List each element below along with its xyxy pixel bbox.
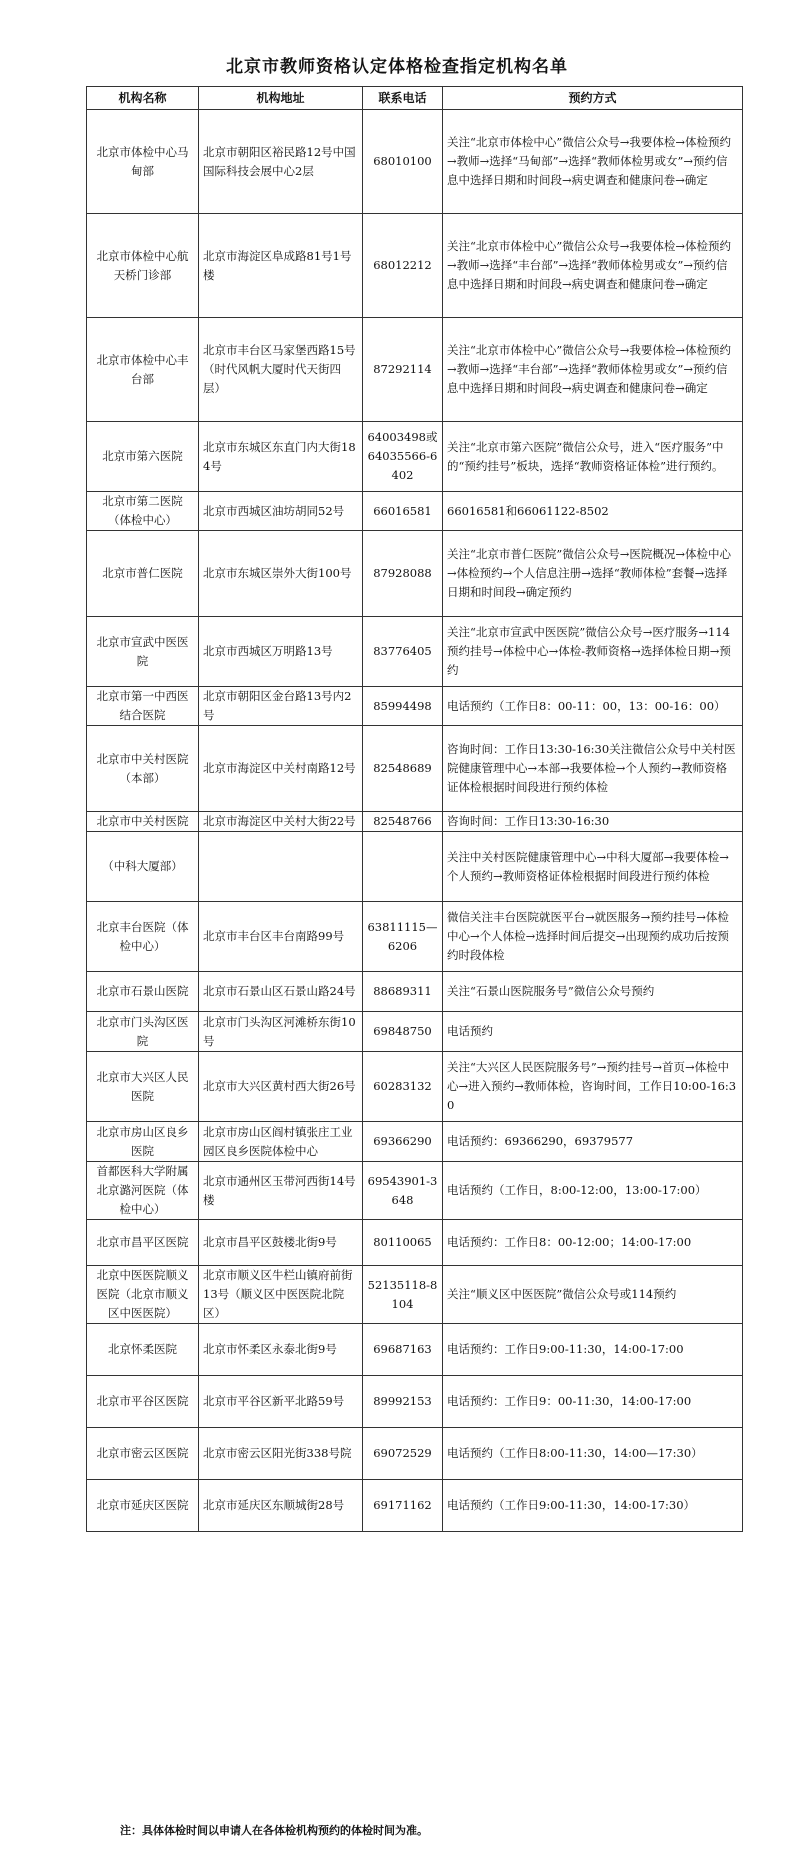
cell-phone: 88689311	[363, 972, 443, 1012]
cell-address: 北京市昌平区鼓楼北街9号	[199, 1220, 363, 1266]
table-row	[87, 531, 743, 617]
cell-name: 北京市普仁医院	[87, 531, 199, 617]
cell-name: 北京中医医院顺义医院（北京市顺义区中医医院）	[87, 1266, 199, 1324]
cell-phone: 80110065	[363, 1220, 443, 1266]
cell-name: 北京市房山区良乡医院	[87, 1122, 199, 1162]
cell-address: 北京市门头沟区河滩桥东街10号	[199, 1012, 363, 1052]
cell-name: 北京怀柔医院	[87, 1324, 199, 1376]
table-row	[87, 1052, 743, 1122]
cell-address: 北京市通州区玉带河西街14号楼	[199, 1162, 363, 1220]
cell-phone: 82548689	[363, 726, 443, 812]
cell-phone: 64003498或64035566-6402	[363, 422, 443, 492]
table-row	[87, 726, 743, 812]
cell-phone: 82548766	[363, 812, 443, 832]
cell-method: 电话预约：工作日8：00-12:00；14:00-17:00	[443, 1220, 743, 1266]
cell-name: 北京市大兴区人民医院	[87, 1052, 199, 1122]
table-header-row	[87, 87, 743, 110]
cell-phone: 69687163	[363, 1324, 443, 1376]
cell-name: 北京市第一中西医结合医院	[87, 687, 199, 726]
cell-phone: 85994498	[363, 687, 443, 726]
cell-phone: 60283132	[363, 1052, 443, 1122]
cell-name: 北京市中关村医院（本部）	[87, 726, 199, 812]
cell-address: 北京市石景山区石景山路24号	[199, 972, 363, 1012]
cell-method: 咨询时间：工作日13:30-16:30	[443, 812, 743, 832]
cell-address: 北京市丰台区丰台南路99号	[199, 902, 363, 972]
table-row	[87, 1220, 743, 1266]
cell-address: 北京市朝阳区金台路13号内2号	[199, 687, 363, 726]
cell-method: 微信关注丰台医院就医平台→就医服务→预约挂号→体检中心→个人体检→选择时间后提交→出现预约成功后按预约时段体检	[443, 902, 743, 972]
cell-method: 电话预约（工作日9:00-11:30，14:00-17:30）	[443, 1480, 743, 1532]
cell-name: 北京市体检中心马甸部	[87, 110, 199, 214]
cell-address	[199, 832, 363, 902]
cell-method: 电话预约：69366290，69379577	[443, 1122, 743, 1162]
cell-method: 关注“北京市普仁医院”微信公众号→医院概况→体检中心→体检预约→个人信息注册→选择“教师体检”套餐→选择日期和时间段→确定预约	[443, 531, 743, 617]
cell-name: （中科大厦部）	[87, 832, 199, 902]
cell-method: 电话预约（工作日8:00-11:30，14:00—17:30）	[443, 1428, 743, 1480]
cell-address: 北京市大兴区黄村西大街26号	[199, 1052, 363, 1122]
cell-name: 北京市第二医院（体检中心）	[87, 492, 199, 531]
cell-address: 北京市东城区崇外大街100号	[199, 531, 363, 617]
cell-name: 北京市昌平区医院	[87, 1220, 199, 1266]
cell-method: 咨询时间：工作日13:30-16:30关注微信公众号中关村医院健康管理中心→本部→我要体检→个人预约→教师资格证体检根据时间段进行预约体检	[443, 726, 743, 812]
table-row	[87, 1324, 743, 1376]
cell-phone: 69366290	[363, 1122, 443, 1162]
table-row	[87, 1428, 743, 1480]
table-row	[87, 110, 743, 214]
header-name: 机构名称	[87, 87, 199, 110]
cell-phone: 69171162	[363, 1480, 443, 1532]
cell-method: 电话预约（工作日，8:00-12:00，13:00-17:00）	[443, 1162, 743, 1220]
cell-phone: 87292114	[363, 318, 443, 422]
table-row	[87, 617, 743, 687]
cell-method: 关注“石景山医院服务号”微信公众号预约	[443, 972, 743, 1012]
table-row	[87, 902, 743, 972]
cell-address: 北京市海淀区中关村大街22号	[199, 812, 363, 832]
table-row	[87, 1266, 743, 1324]
cell-name: 北京市石景山医院	[87, 972, 199, 1012]
page-title: 北京市教师资格认定体格检查指定机构名单	[226, 57, 568, 77]
cell-address: 北京市西城区油坊胡同52号	[199, 492, 363, 531]
table-row	[87, 1012, 743, 1052]
cell-address: 北京市海淀区阜成路81号1号楼	[199, 214, 363, 318]
cell-method: 电话预约：工作日9:00-11:30，14:00-17:00	[443, 1324, 743, 1376]
cell-address: 北京市朝阳区裕民路12号中国国际科技会展中心2层	[199, 110, 363, 214]
cell-address: 北京市丰台区马家堡西路15号（时代风帆大厦时代天街四层）	[199, 318, 363, 422]
institution-table	[86, 86, 743, 1532]
cell-method: 电话预约	[443, 1012, 743, 1052]
header-method: 预约方式	[443, 87, 743, 110]
cell-method: 关注“北京市宣武中医医院”微信公众号→医疗服务→114预约挂号→体检中心→体检-教师资格→选择体检日期→预约	[443, 617, 743, 687]
table-row	[87, 1480, 743, 1532]
cell-method: 电话预约：工作日9：00-11:30，14:00-17:00	[443, 1376, 743, 1428]
cell-address: 北京市房山区阎村镇张庄工业园区良乡医院体检中心	[199, 1122, 363, 1162]
cell-name: 北京市门头沟区医院	[87, 1012, 199, 1052]
cell-name: 北京市延庆区医院	[87, 1480, 199, 1532]
cell-name: 北京市密云区医院	[87, 1428, 199, 1480]
cell-method: 关注“北京市体检中心”微信公众号→我要体检→体检预约→教师→选择“丰台部”→选择“教师体检男或女”→预约信息中选择日期和时间段→病史调查和健康问卷→确定	[443, 318, 743, 422]
cell-address: 北京市顺义区牛栏山镇府前街13号（顺义区中医医院北院区）	[199, 1266, 363, 1324]
cell-address: 北京市东城区东直门内大街184号	[199, 422, 363, 492]
cell-phone: 69848750	[363, 1012, 443, 1052]
cell-method: 66016581和66061122-8502	[443, 492, 743, 531]
cell-method: 关注“北京市体检中心”微信公众号→我要体检→体检预约→教师→选择“丰台部”→选择“教师体检男或女”→预约信息中选择日期和时间段→病史调查和健康问卷→确定	[443, 214, 743, 318]
table-row	[87, 1162, 743, 1220]
table-row	[87, 318, 743, 422]
table-row	[87, 812, 743, 832]
table-row	[87, 1122, 743, 1162]
cell-phone: 68010100	[363, 110, 443, 214]
table-row	[87, 1376, 743, 1428]
cell-phone	[363, 832, 443, 902]
table-row	[87, 492, 743, 531]
cell-name: 北京市体检中心航天桥门诊部	[87, 214, 199, 318]
cell-phone: 68012212	[363, 214, 443, 318]
footnote: 注：具体体检时间以申请人在各体检机构预约的体检时间为准。	[120, 1824, 428, 1837]
cell-address: 北京市延庆区东顺城街28号	[199, 1480, 363, 1532]
cell-method: 关注“北京市体检中心”微信公众号→我要体检→体检预约→教师→选择“马甸部”→选择“教师体检男或女”→预约信息中选择日期和时间段→病史调查和健康问卷→确定	[443, 110, 743, 214]
cell-name: 首都医科大学附属北京潞河医院（体检中心）	[87, 1162, 199, 1220]
cell-phone: 63811115—6206	[363, 902, 443, 972]
cell-method: 电话预约（工作日8：00-11：00，13：00-16：00）	[443, 687, 743, 726]
cell-method: 关注“顺义区中医医院”微信公众号或114预约	[443, 1266, 743, 1324]
cell-phone: 52135118-8104	[363, 1266, 443, 1324]
cell-phone: 69072529	[363, 1428, 443, 1480]
header-phone: 联系电话	[363, 87, 443, 110]
cell-address: 北京市怀柔区永泰北街9号	[199, 1324, 363, 1376]
cell-address: 北京市密云区阳光街338号院	[199, 1428, 363, 1480]
cell-method: 关注“北京市第六医院”微信公众号，进入“医疗服务”中的“预约挂号”板块，选择“教师资格证体检”进行预约。	[443, 422, 743, 492]
table-row	[87, 972, 743, 1012]
cell-name: 北京市宣武中医医院	[87, 617, 199, 687]
cell-phone: 69543901-3648	[363, 1162, 443, 1220]
cell-address: 北京市海淀区中关村南路12号	[199, 726, 363, 812]
table-row	[87, 214, 743, 318]
cell-address: 北京市平谷区新平北路59号	[199, 1376, 363, 1428]
cell-phone: 87928088	[363, 531, 443, 617]
cell-address: 北京市西城区万明路13号	[199, 617, 363, 687]
cell-name: 北京市体检中心丰台部	[87, 318, 199, 422]
cell-name: 北京市中关村医院	[87, 812, 199, 832]
header-address: 机构地址	[199, 87, 363, 110]
cell-name: 北京丰台医院（体检中心）	[87, 902, 199, 972]
cell-name: 北京市第六医院	[87, 422, 199, 492]
cell-name: 北京市平谷区医院	[87, 1376, 199, 1428]
cell-method: 关注中关村医院健康管理中心→中科大厦部→我要体检→个人预约→教师资格证体检根据时间段进行预约体检	[443, 832, 743, 902]
cell-phone: 66016581	[363, 492, 443, 531]
table-row	[87, 832, 743, 902]
table-row	[87, 687, 743, 726]
cell-phone: 89992153	[363, 1376, 443, 1428]
cell-phone: 83776405	[363, 617, 443, 687]
table-row	[87, 422, 743, 492]
cell-method: 关注“大兴区人民医院服务号”→预约挂号→首页→体检中心→进入预约→教师体检，咨询时间，工作日10:00-16:30	[443, 1052, 743, 1122]
